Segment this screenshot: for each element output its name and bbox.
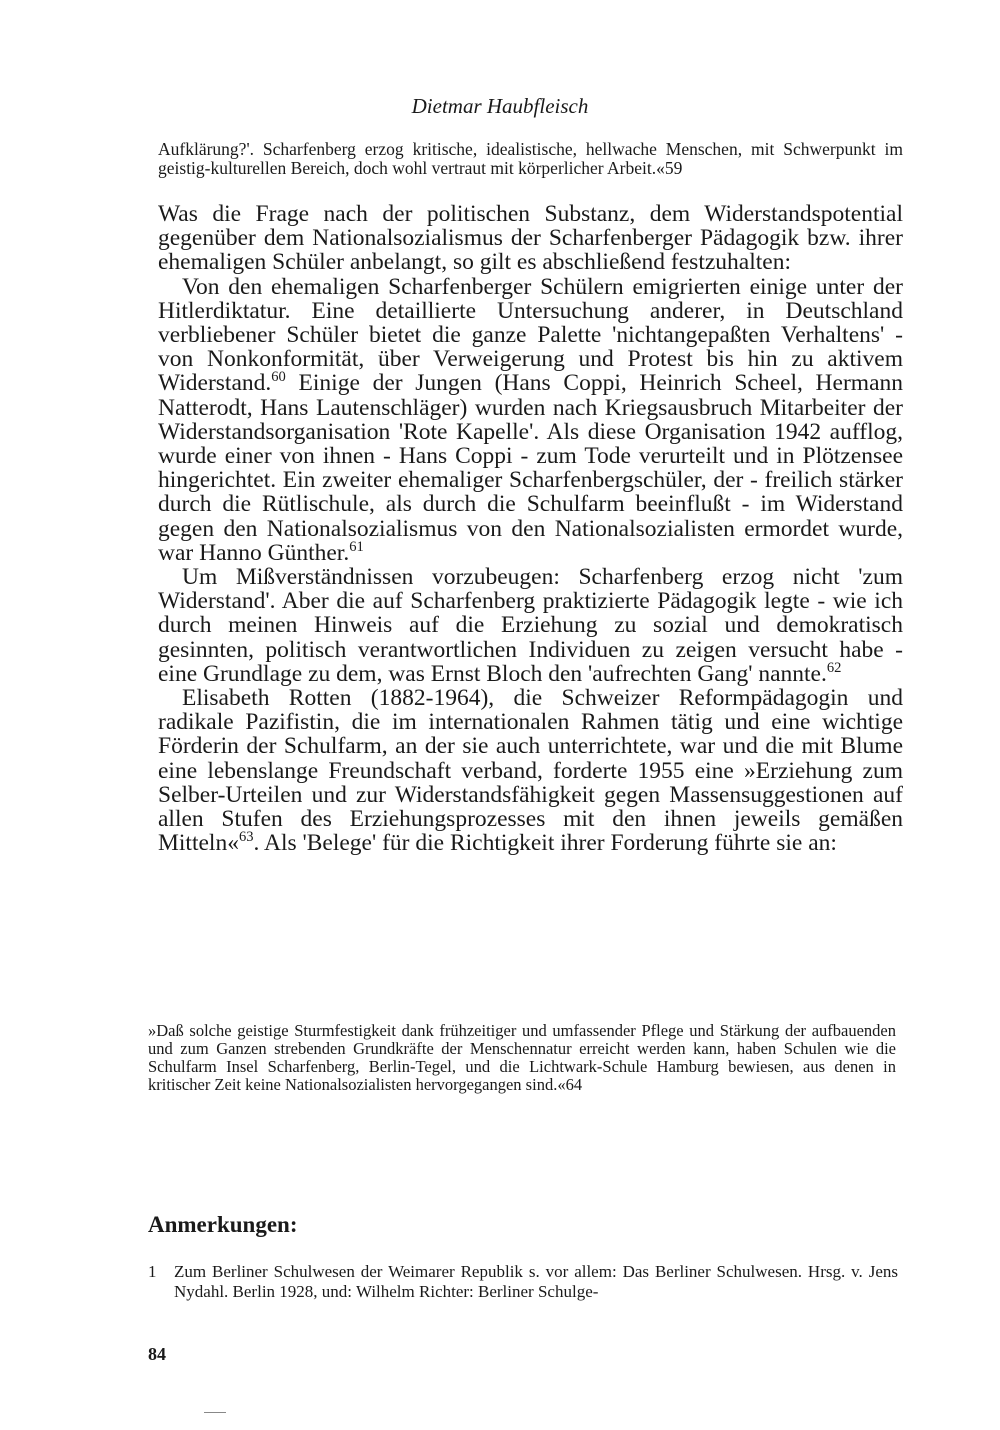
paragraph-2	[158, 275, 903, 565]
footnote-ref-61[interactable]: 61	[349, 539, 364, 556]
footnote-text: Zum Berliner Schulwesen der Weimarer Republik s. vor allem: Das Berliner Schulwesen. Hrsg. v. Jens Nydahl. Berlin 1928, und: Wilhelm Richter: Berliner Schulge-	[174, 1262, 898, 1301]
paragraph-2-text-b: Einige der Jungen (Hans Coppi, Heinrich Scheel, Hermann Natterodt, Hans Lautenschläger) wurden nach Kriegsausbruch Mitarbeiter der Widerstandsorganisation 'Rote Kapelle'. Als diese Organisation 1942 aufflog, wurde einer von ihnen - Hans Coppi - zum Tode verurteilt und in Plötzensee hingerichtet. Ein zweiter ehemaliger Scharfenbergschüler, der - freilich stärker durch die Rütlischule, als durch die Schulfarm beeinflußt - im Widerstand gegen den Nationalsozialismus von den Nationalsozialisten ermordet wurde, war Hanno Günther.	[158, 370, 903, 566]
paragraph-3	[158, 565, 903, 686]
paragraph-1: Was die Frage nach der politischen Substanz, dem Widerstandspotential gegenüber dem Nationalsozialismus der Scharfenberger Pädagogik bzw. ihrer ehemaligen Schüler anbelangt, so gilt es abschließend festzuhalten:	[158, 201, 903, 276]
scan-mark	[204, 1412, 226, 1413]
footnote-ref-62[interactable]: 62	[826, 660, 842, 677]
footnote-ref-60[interactable]: 60	[271, 369, 286, 386]
block-quote	[148, 1022, 896, 1094]
footnote-1	[148, 1262, 898, 1302]
page-number: 84	[148, 1344, 166, 1364]
paragraph-4-text: Elisabeth Rotten (1882-1964), die Schweizer Reformpädagogin und radikale Pazifistin, die im internationalen Rahmen tätig und eine wichtige Förderin der Schulfarm, an der sie auch unterrichtete, war und die mit Blume eine lebenslange Freundschaft verband, forderte 1955 eine »Erziehung zum Selber-Urteilen und zur Widerstandsfähigkeit gegen Massensuggestionen auf allen Stufen des Erziehungsprozesses mit den ihnen jeweils gemäßen Mitteln«	[158, 685, 903, 857]
footnote-ref-63[interactable]: 63	[238, 829, 254, 846]
paragraph-3-text: Um Mißverständnissen vorzubeugen: Scharfenberg erzog nicht 'zum Widerstand'. Aber die auf Scharfenberg praktizierte Pädagogik legte - wie ich durch meinen Hinweis auf die Erziehung zu sozial und demokratisch gesinnten, politisch verantwortlichen Individuen zu zeigen versucht habe - eine Grundlage zu dem, was Ernst Bloch den 'aufrechten Gang' nannte.	[158, 564, 903, 687]
body-text	[158, 202, 903, 855]
paragraph-2-text: Von den ehemaligen Scharfenberger Schülern emigrierten einige unter der Hitlerdiktatur. Eine detaillierte Untersuchung anderer, in Deutschland verbliebener Schüler bietet die ganze Palette 'nichtangepaßten Verhaltens' - von Nonkonformität, über Verweigerung und Protest bis hin zu aktivem Widerstand.	[158, 273, 903, 397]
quote-text: »Daß solche geistige Sturmfestigkeit dank frühzeitiger und umfassender Pflege und Stärkung der aufbauenden und zum Ganzen strebenden Grundkräfte der Menschennatur erreicht werden kann, haben Schulen wie die Schulfarm Insel Scharfenberg, Berlin-Tegel, und die Lichtwark-Schule Hamburg bewiesen, aus denen in kritischer Zeit keine Nationalsozialisten hervorgegangen sind.«64	[148, 1021, 896, 1094]
paragraph-4	[158, 686, 903, 855]
footnote-number: 1	[148, 1262, 157, 1281]
intro-text: Aufklärung?'. Scharfenberg erzog kritische, idealistische, hellwache Menschen, mit Schwerpunkt im geistig-kulturellen Bereich, doch wohl vertraut mit körperlicher Arbeit.«59	[158, 139, 903, 178]
running-head: Dietmar Haubfleisch	[411, 94, 589, 118]
notes-heading: Anmerkungen:	[148, 1212, 298, 1237]
paragraph-4-text-b: . Als 'Belege' für die Richtigkeit ihrer Forderung führte sie an:	[253, 830, 837, 857]
intro-paragraph	[158, 140, 903, 178]
